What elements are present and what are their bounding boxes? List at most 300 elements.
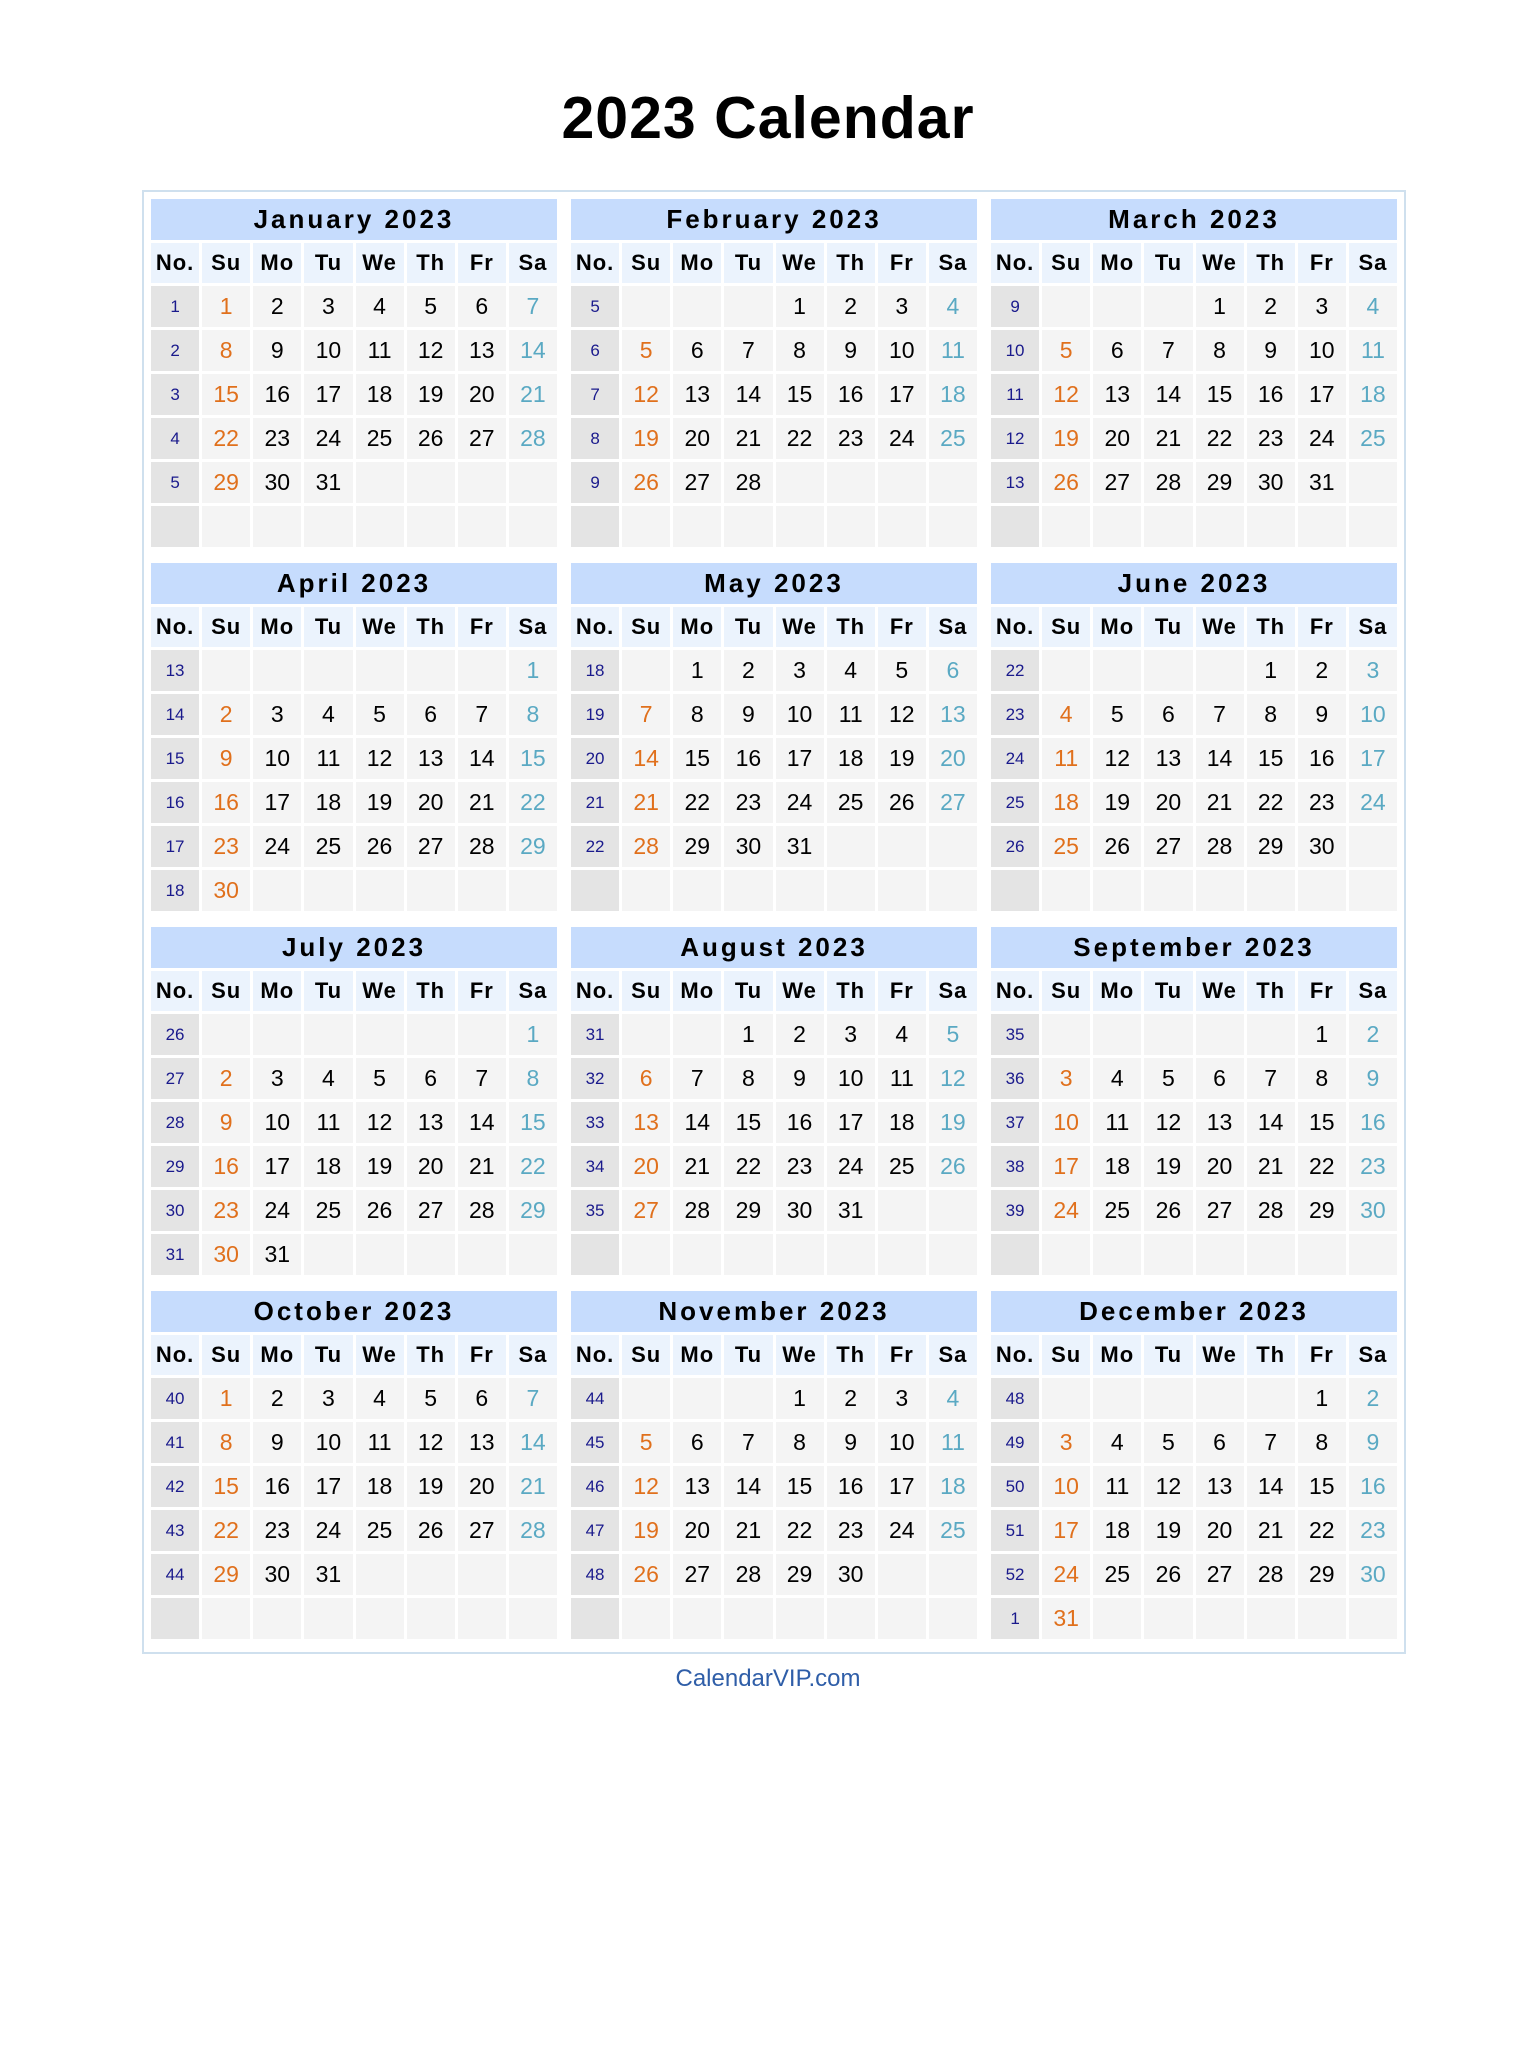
day-cell: 2 (724, 650, 772, 691)
day-cell: 20 (1196, 1146, 1244, 1187)
empty-day-cell (509, 1554, 557, 1595)
day-cell: 29 (202, 1554, 250, 1595)
week-number: 16 (151, 782, 199, 823)
empty-day-cell (878, 1234, 926, 1275)
week-number: 25 (991, 782, 1039, 823)
week-number-header: No. (571, 607, 619, 647)
day-cell: 7 (509, 1378, 557, 1419)
empty-day-cell (1196, 650, 1244, 691)
day-cell: 1 (1298, 1378, 1346, 1419)
weekday-header: We (776, 1335, 824, 1375)
empty-day-cell (304, 506, 352, 547)
day-cell: 22 (1298, 1146, 1346, 1187)
day-cell: 5 (1144, 1422, 1192, 1463)
week-number: 35 (571, 1190, 619, 1231)
day-cell: 4 (878, 1014, 926, 1055)
empty-day-cell (202, 650, 250, 691)
day-cell: 11 (356, 1422, 404, 1463)
day-cell: 11 (929, 1422, 977, 1463)
week-number: 9 (991, 286, 1039, 327)
weekday-header: We (356, 1335, 404, 1375)
day-cell: 4 (929, 286, 977, 327)
day-cell: 5 (622, 330, 670, 371)
day-cell: 3 (253, 1058, 301, 1099)
day-cell: 4 (1349, 286, 1397, 327)
weekday-header: Th (407, 607, 455, 647)
day-cell: 15 (776, 1466, 824, 1507)
day-cell: 8 (509, 694, 557, 735)
day-cell: 3 (827, 1014, 875, 1055)
month-january-2023 (151, 199, 557, 553)
day-cell: 19 (622, 418, 670, 459)
day-cell: 7 (458, 694, 506, 735)
weekday-header: Fr (458, 607, 506, 647)
day-cell: 19 (407, 1466, 455, 1507)
empty-day-cell (878, 870, 926, 911)
day-cell: 31 (304, 462, 352, 503)
week-number: 7 (571, 374, 619, 415)
month-july-2023 (151, 927, 557, 1281)
day-cell: 12 (356, 1102, 404, 1143)
day-cell: 4 (304, 1058, 352, 1099)
day-cell: 2 (1349, 1014, 1397, 1055)
day-cell: 17 (1042, 1146, 1090, 1187)
week-number: 42 (151, 1466, 199, 1507)
day-cell: 11 (304, 1102, 352, 1143)
weekday-header: Su (202, 243, 250, 283)
week-number: 26 (151, 1014, 199, 1055)
weekday-header: Su (1042, 971, 1090, 1011)
day-cell: 5 (407, 286, 455, 327)
day-cell: 29 (776, 1554, 824, 1595)
weekday-header: Mo (253, 607, 301, 647)
empty-day-cell (509, 506, 557, 547)
empty-day-cell (356, 870, 404, 911)
day-cell: 3 (253, 694, 301, 735)
day-cell: 17 (878, 374, 926, 415)
day-cell: 6 (1196, 1058, 1244, 1099)
day-cell: 9 (253, 1422, 301, 1463)
empty-day-cell (929, 1234, 977, 1275)
empty-day-cell (1042, 506, 1090, 547)
day-cell: 14 (724, 374, 772, 415)
day-cell: 2 (1247, 286, 1295, 327)
week-number: 19 (571, 694, 619, 735)
day-cell: 28 (509, 1510, 557, 1551)
day-cell: 19 (1042, 418, 1090, 459)
week-number-header: No. (151, 243, 199, 283)
weekday-header: Sa (1349, 971, 1397, 1011)
empty-day-cell (1042, 286, 1090, 327)
day-cell: 2 (827, 286, 875, 327)
day-cell: 22 (202, 418, 250, 459)
day-cell: 17 (827, 1102, 875, 1143)
empty-day-cell (878, 506, 926, 547)
day-cell: 30 (1349, 1190, 1397, 1231)
empty-day-cell (1298, 1234, 1346, 1275)
day-cell: 27 (673, 462, 721, 503)
empty-day-cell (509, 1234, 557, 1275)
day-cell: 13 (458, 1422, 506, 1463)
day-cell: 25 (356, 1510, 404, 1551)
day-cell: 12 (929, 1058, 977, 1099)
week-number: 14 (151, 694, 199, 735)
day-cell: 15 (1247, 738, 1295, 779)
week-number: 26 (991, 826, 1039, 867)
day-cell: 5 (622, 1422, 670, 1463)
day-cell: 3 (1042, 1422, 1090, 1463)
empty-day-cell (458, 650, 506, 691)
day-cell: 1 (509, 1014, 557, 1055)
month-december-2023 (991, 1291, 1397, 1645)
day-cell: 1 (776, 286, 824, 327)
day-cell: 17 (776, 738, 824, 779)
empty-day-cell (253, 1598, 301, 1639)
month-march-2023 (991, 199, 1397, 553)
day-cell: 23 (253, 418, 301, 459)
month-title: October 2023 (151, 1291, 557, 1332)
weekday-header: Fr (878, 607, 926, 647)
empty-day-cell (304, 870, 352, 911)
month-days-grid (991, 607, 1397, 917)
day-cell: 29 (1298, 1554, 1346, 1595)
empty-day-cell (458, 1554, 506, 1595)
day-cell: 17 (1298, 374, 1346, 415)
day-cell: 22 (509, 782, 557, 823)
week-number: 1 (151, 286, 199, 327)
empty-day-cell (1247, 506, 1295, 547)
weekday-header: Su (1042, 243, 1090, 283)
day-cell: 14 (1247, 1102, 1295, 1143)
week-number: 39 (991, 1190, 1039, 1231)
empty-day-cell (776, 1598, 824, 1639)
weekday-header: We (1196, 243, 1244, 283)
day-cell: 6 (458, 1378, 506, 1419)
empty-day-cell (1093, 870, 1141, 911)
month-june-2023 (991, 563, 1397, 917)
day-cell: 11 (1042, 738, 1090, 779)
empty-day-cell (1298, 1598, 1346, 1639)
day-cell: 7 (1196, 694, 1244, 735)
empty-day-cell (622, 506, 670, 547)
empty-day-cell (202, 1598, 250, 1639)
day-cell: 18 (1042, 782, 1090, 823)
empty-day-cell (878, 1190, 926, 1231)
day-cell: 30 (827, 1554, 875, 1595)
day-cell: 24 (304, 418, 352, 459)
day-cell: 22 (202, 1510, 250, 1551)
month-october-2023 (151, 1291, 557, 1645)
day-cell: 10 (304, 1422, 352, 1463)
day-cell: 21 (673, 1146, 721, 1187)
day-cell: 21 (1247, 1146, 1295, 1187)
day-cell: 16 (202, 1146, 250, 1187)
weekday-header: Su (622, 1335, 670, 1375)
empty-day-cell (253, 650, 301, 691)
day-cell: 26 (929, 1146, 977, 1187)
week-number: 50 (991, 1466, 1039, 1507)
week-number: 21 (571, 782, 619, 823)
day-cell: 19 (407, 374, 455, 415)
months-grid (151, 199, 1397, 1647)
day-cell: 9 (827, 330, 875, 371)
day-cell: 1 (1196, 286, 1244, 327)
day-cell: 29 (724, 1190, 772, 1231)
day-cell: 16 (776, 1102, 824, 1143)
day-cell: 20 (673, 1510, 721, 1551)
weekday-header: Sa (929, 1335, 977, 1375)
month-title: June 2023 (991, 563, 1397, 604)
empty-day-cell (458, 506, 506, 547)
day-cell: 11 (827, 694, 875, 735)
day-cell: 13 (458, 330, 506, 371)
weekday-header: Fr (458, 1335, 506, 1375)
day-cell: 10 (878, 330, 926, 371)
day-cell: 18 (878, 1102, 926, 1143)
day-cell: 6 (622, 1058, 670, 1099)
weekday-header: Mo (253, 243, 301, 283)
day-cell: 24 (253, 826, 301, 867)
weekday-header: Sa (509, 1335, 557, 1375)
day-cell: 20 (407, 782, 455, 823)
empty-day-cell (724, 506, 772, 547)
empty-day-cell (458, 1234, 506, 1275)
weekday-header: We (356, 971, 404, 1011)
day-cell: 10 (1042, 1466, 1090, 1507)
week-number: 48 (571, 1554, 619, 1595)
week-number: 43 (151, 1510, 199, 1551)
day-cell: 23 (827, 418, 875, 459)
weekday-header: Th (827, 971, 875, 1011)
empty-day-cell (458, 462, 506, 503)
week-number: 2 (151, 330, 199, 371)
day-cell: 17 (304, 374, 352, 415)
day-cell: 15 (724, 1102, 772, 1143)
empty-day-cell (1349, 1598, 1397, 1639)
weekday-header: Su (202, 971, 250, 1011)
day-cell: 8 (509, 1058, 557, 1099)
day-cell: 12 (878, 694, 926, 735)
day-cell: 8 (202, 330, 250, 371)
day-cell: 23 (724, 782, 772, 823)
day-cell: 12 (1093, 738, 1141, 779)
empty-day-cell (878, 462, 926, 503)
day-cell: 23 (1349, 1510, 1397, 1551)
day-cell: 5 (1093, 694, 1141, 735)
week-number: 17 (151, 826, 199, 867)
day-cell: 2 (202, 1058, 250, 1099)
day-cell: 11 (356, 330, 404, 371)
empty-day-cell (622, 870, 670, 911)
weekday-header: Su (1042, 1335, 1090, 1375)
day-cell: 11 (1093, 1466, 1141, 1507)
week-number: 13 (151, 650, 199, 691)
weekday-header: Fr (878, 971, 926, 1011)
day-cell: 30 (776, 1190, 824, 1231)
week-number: 44 (571, 1378, 619, 1419)
day-cell: 9 (202, 1102, 250, 1143)
day-cell: 24 (878, 418, 926, 459)
day-cell: 26 (356, 826, 404, 867)
day-cell: 10 (253, 738, 301, 779)
day-cell: 23 (1349, 1146, 1397, 1187)
day-cell: 18 (1093, 1146, 1141, 1187)
month-days-grid (991, 971, 1397, 1281)
day-cell: 30 (1298, 826, 1346, 867)
day-cell: 16 (253, 1466, 301, 1507)
day-cell: 14 (458, 738, 506, 779)
day-cell: 17 (1042, 1510, 1090, 1551)
empty-day-cell (1349, 506, 1397, 547)
day-cell: 23 (202, 826, 250, 867)
empty-day-cell (407, 506, 455, 547)
empty-day-cell (407, 1554, 455, 1595)
empty-day-cell (1298, 870, 1346, 911)
day-cell: 16 (724, 738, 772, 779)
weekday-header: We (1196, 1335, 1244, 1375)
weekday-header: Th (827, 1335, 875, 1375)
week-number: 22 (571, 826, 619, 867)
day-cell: 16 (253, 374, 301, 415)
day-cell: 18 (356, 1466, 404, 1507)
day-cell: 21 (724, 418, 772, 459)
empty-day-cell (1144, 870, 1192, 911)
empty-day-cell (1144, 1014, 1192, 1055)
week-number: 12 (991, 418, 1039, 459)
day-cell: 18 (356, 374, 404, 415)
weekday-header: We (356, 243, 404, 283)
day-cell: 28 (458, 826, 506, 867)
day-cell: 5 (1042, 330, 1090, 371)
day-cell: 13 (407, 738, 455, 779)
empty-day-cell (878, 826, 926, 867)
day-cell: 15 (509, 738, 557, 779)
week-number: 33 (571, 1102, 619, 1143)
weekday-header: Mo (253, 1335, 301, 1375)
empty-day-cell (827, 506, 875, 547)
month-november-2023 (571, 1291, 977, 1645)
week-number-header: No. (991, 971, 1039, 1011)
weekday-header: Th (1247, 971, 1295, 1011)
day-cell: 1 (1247, 650, 1295, 691)
month-title: February 2023 (571, 199, 977, 240)
weekday-header: We (356, 607, 404, 647)
day-cell: 14 (1144, 374, 1192, 415)
weekday-header: Th (1247, 243, 1295, 283)
day-cell: 24 (253, 1190, 301, 1231)
day-cell: 7 (1247, 1058, 1295, 1099)
month-april-2023 (151, 563, 557, 917)
day-cell: 22 (1298, 1510, 1346, 1551)
week-number: 31 (151, 1234, 199, 1275)
day-cell: 20 (673, 418, 721, 459)
day-cell: 6 (1196, 1422, 1244, 1463)
empty-day-cell (407, 1234, 455, 1275)
footer-link[interactable]: CalendarVIP.com (675, 1665, 861, 1692)
weekday-header: Fr (878, 243, 926, 283)
month-days-grid (571, 971, 977, 1281)
day-cell: 25 (304, 1190, 352, 1231)
day-cell: 6 (1144, 694, 1192, 735)
day-cell: 13 (673, 374, 721, 415)
day-cell: 8 (776, 1422, 824, 1463)
day-cell: 16 (1349, 1102, 1397, 1143)
day-cell: 18 (827, 738, 875, 779)
empty-day-cell (407, 1014, 455, 1055)
day-cell: 31 (827, 1190, 875, 1231)
month-days-grid (571, 607, 977, 917)
day-cell: 2 (1298, 650, 1346, 691)
month-title: November 2023 (571, 1291, 977, 1332)
day-cell: 8 (1298, 1422, 1346, 1463)
month-days-grid (571, 243, 977, 553)
empty-day-cell (202, 506, 250, 547)
day-cell: 17 (878, 1466, 926, 1507)
day-cell: 7 (724, 1422, 772, 1463)
weekday-header: Fr (1298, 971, 1346, 1011)
day-cell: 7 (509, 286, 557, 327)
weekday-header: Su (1042, 607, 1090, 647)
day-cell: 27 (1196, 1190, 1244, 1231)
week-number: 29 (151, 1146, 199, 1187)
day-cell: 10 (1042, 1102, 1090, 1143)
day-cell: 21 (458, 1146, 506, 1187)
day-cell: 9 (1247, 330, 1295, 371)
day-cell: 11 (1349, 330, 1397, 371)
weekday-header: Fr (458, 971, 506, 1011)
weekday-header: Tu (1144, 243, 1192, 283)
weekday-header: Sa (509, 243, 557, 283)
empty-day-cell (622, 286, 670, 327)
day-cell: 4 (1042, 694, 1090, 735)
weekday-header: We (1196, 607, 1244, 647)
day-cell: 31 (253, 1234, 301, 1275)
weekday-header: Tu (304, 607, 352, 647)
day-cell: 29 (673, 826, 721, 867)
day-cell: 4 (356, 1378, 404, 1419)
day-cell: 22 (673, 782, 721, 823)
day-cell: 25 (1349, 418, 1397, 459)
weekday-header: Tu (724, 971, 772, 1011)
day-cell: 10 (1298, 330, 1346, 371)
day-cell: 28 (622, 826, 670, 867)
weekday-header: Su (202, 1335, 250, 1375)
day-cell: 29 (1298, 1190, 1346, 1231)
weekday-header: Th (407, 243, 455, 283)
week-number: 32 (571, 1058, 619, 1099)
empty-day-cell (622, 1234, 670, 1275)
day-cell: 14 (622, 738, 670, 779)
day-cell: 17 (253, 782, 301, 823)
day-cell: 12 (1144, 1102, 1192, 1143)
empty-day-cell (1093, 1014, 1141, 1055)
month-title: July 2023 (151, 927, 557, 968)
day-cell: 25 (929, 1510, 977, 1551)
day-cell: 22 (1247, 782, 1295, 823)
day-cell: 26 (1144, 1554, 1192, 1595)
day-cell: 26 (1144, 1190, 1192, 1231)
day-cell: 29 (509, 826, 557, 867)
week-number: 18 (571, 650, 619, 691)
day-cell: 17 (253, 1146, 301, 1187)
day-cell: 27 (929, 782, 977, 823)
empty-day-cell (776, 462, 824, 503)
month-title: April 2023 (151, 563, 557, 604)
day-cell: 15 (202, 374, 250, 415)
day-cell: 28 (724, 462, 772, 503)
day-cell: 23 (253, 1510, 301, 1551)
day-cell: 23 (1298, 782, 1346, 823)
